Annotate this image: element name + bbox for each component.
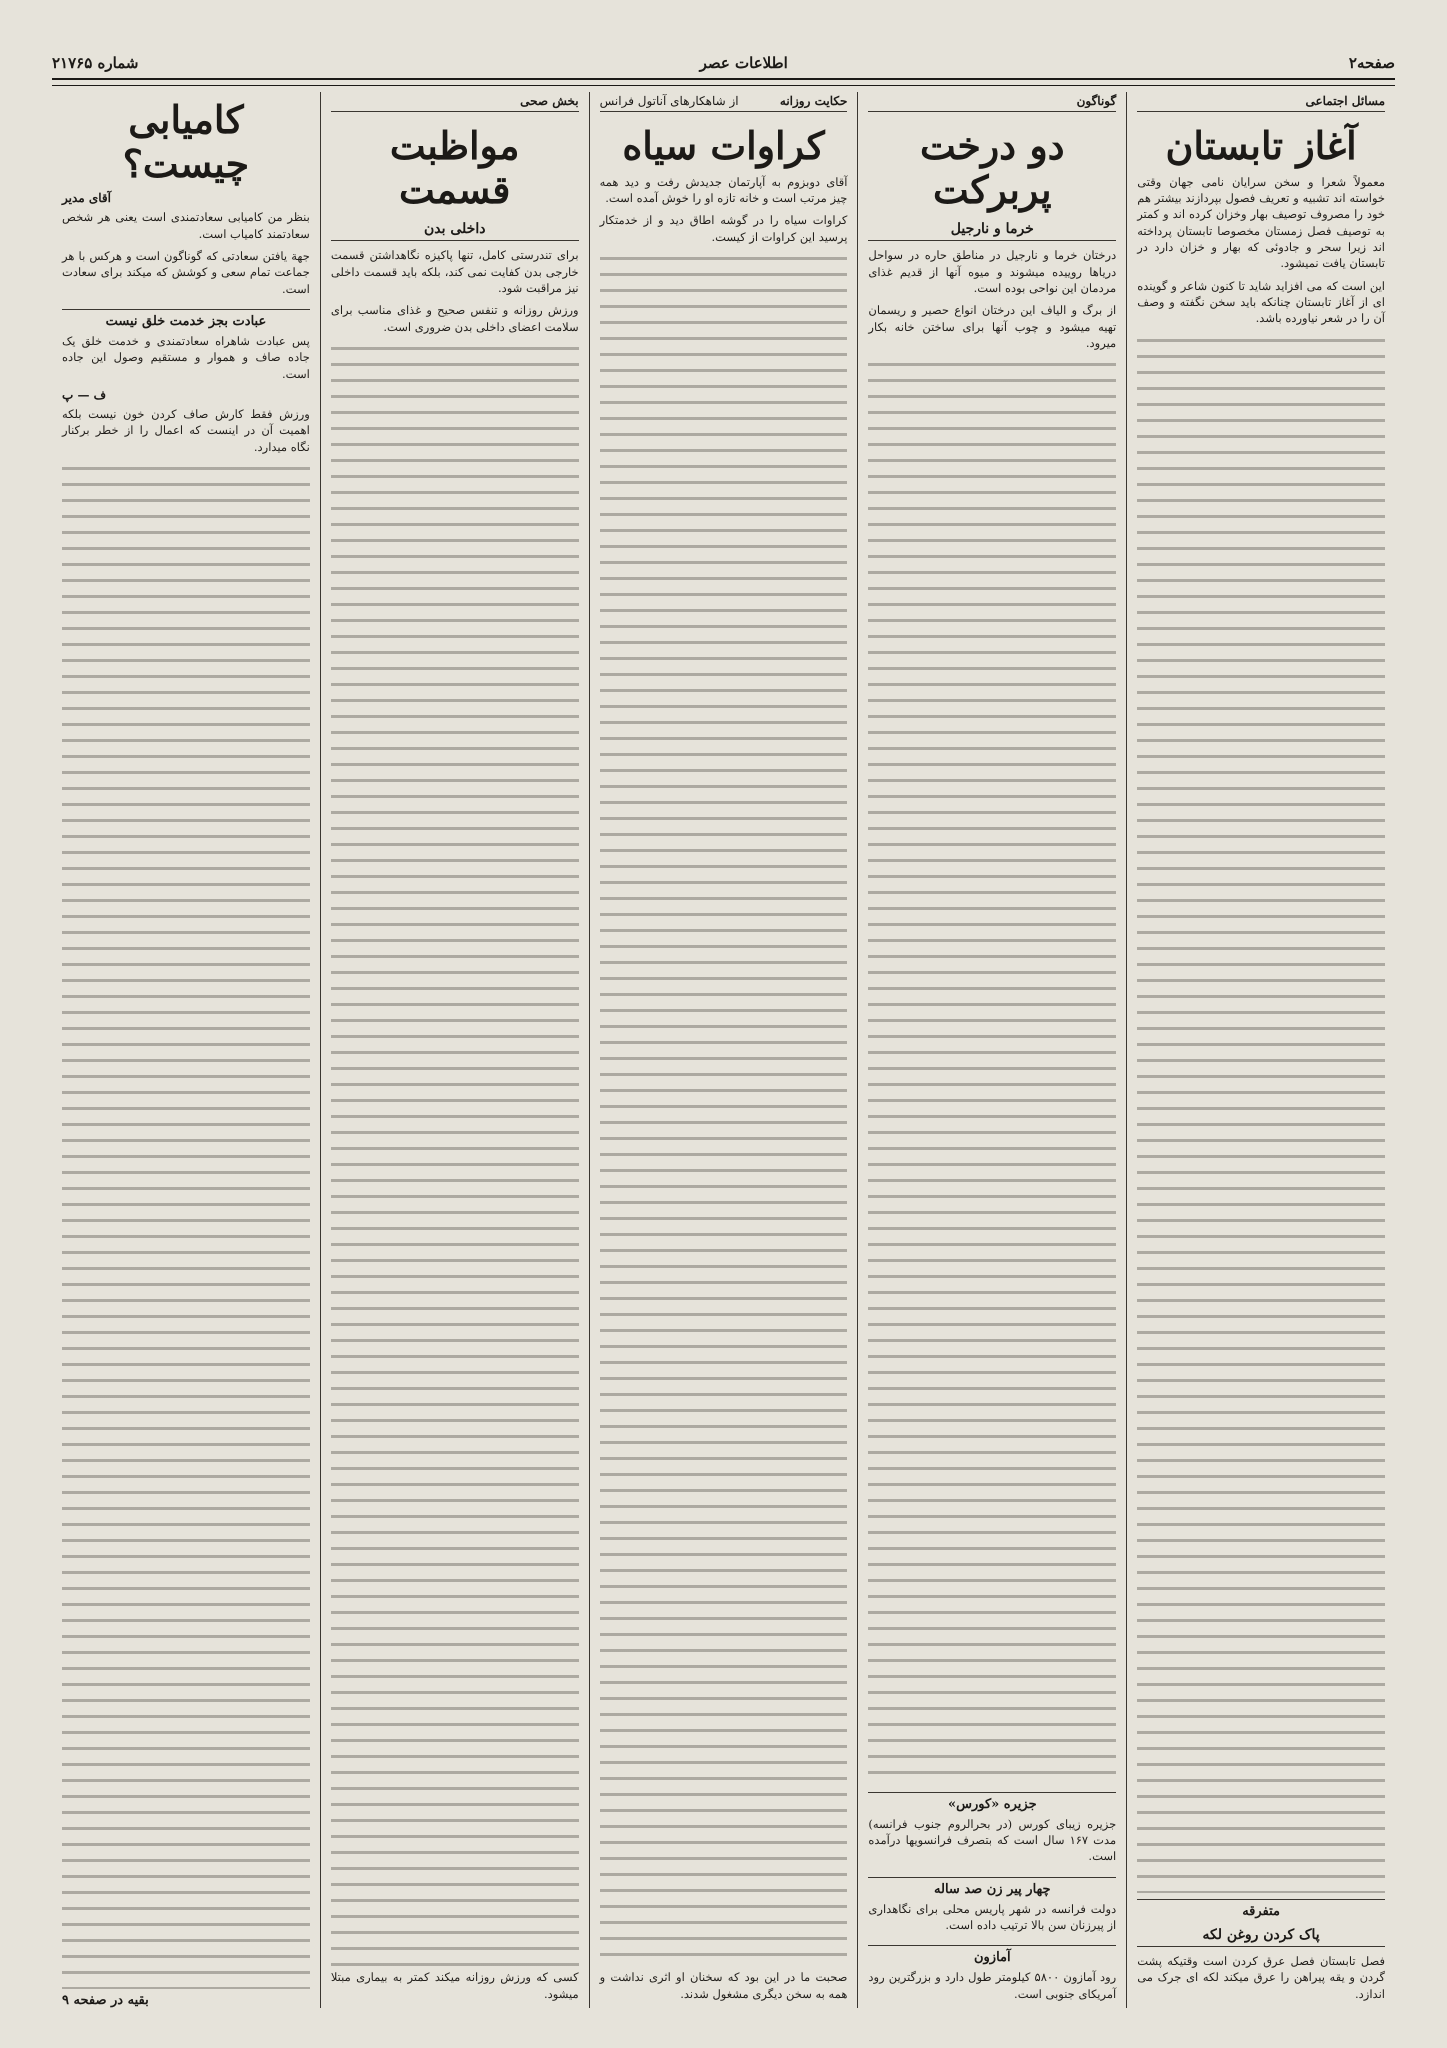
column-social xyxy=(1126,92,1395,2008)
article-body: از برگ و الیاف این درختان انواع حصیر و ریسمان تهیه میشود و چوب آنها برای ساختن خانه بکار میرود. xyxy=(868,303,1117,351)
article-body: برای تندرستی کامل، تنها پاکیزه نگاهداشتن قسمت خارجی بدن کفایت نمی کند، بلکه باید قسمت داخلی نیز مراقبت شود. xyxy=(330,248,579,296)
article-headline: کراوات سیاه xyxy=(622,123,825,168)
page-header xyxy=(52,48,1395,78)
column-tag-row xyxy=(1137,92,1385,112)
column-various xyxy=(857,92,1126,2008)
column-tag-row xyxy=(331,92,579,112)
article-headline: آغاز تابستان xyxy=(1165,123,1357,168)
article-byline: آقای مدیر xyxy=(62,191,111,206)
article-body: جهة یافتن سعادتی که گوناگون است و هرکس با هر جماعت تمام سعی و کوشش که میکند برای سعادت است. xyxy=(62,249,310,296)
column-tag-row xyxy=(600,92,848,112)
section-tag: بخش صحی xyxy=(520,94,579,108)
article-body: کسی که ورزش روزانه میکند کمتر به بیماری مبتلا میشود. xyxy=(330,1970,579,2001)
article-text-block xyxy=(868,357,1116,1785)
paper-name: اطلاعات عصر xyxy=(699,54,788,72)
article-subhead: داخلی بدن xyxy=(331,221,579,241)
article-body: معمولاً شعرا و سخن سرایان نامی جهان وقتی خواسته اند تشبیه و تعریف فصول بپردازند بیشتر هم خود را مصروف توصیف بهار وخزان کرده اند و کمتر به توصیف فصل زمستان مخصوصا تابستان پرداخته اند زیرا سحر و جادوئی که بهار و خزان دارد در تابستان یافت نمیشود. xyxy=(1137,174,1385,271)
columns xyxy=(52,92,1395,2008)
issue-number: شماره ۲۱۷۶۵ xyxy=(52,54,139,72)
article-body: جزیره زیبای کورس (در بحرالروم جنوب فرانسه) مدت ۱۶۷ سال است که بتصرف فرانسویها درآمده است. xyxy=(868,1816,1117,1864)
header-rule xyxy=(52,78,1395,80)
column-success xyxy=(52,92,320,2008)
article-headline: دو درخت پربرکت xyxy=(920,123,1065,212)
article-body: کراوات سیاه را در گوشه اطاق دید و از خدمتکار پرسید این کراوات از کیست. xyxy=(599,213,848,244)
article-body: درختان خرما و نارجیل در مناطق حاره در سواحل دریاها روییده میشوند و میوه آنها از قدیم غذای مردمان این نواحی بوده است. xyxy=(868,248,1117,296)
section-tag-secondary: از شاهکارهای آناتول فرانس xyxy=(599,94,739,108)
article-signature: ف — پ xyxy=(62,388,107,402)
article-body: رود آمازون ۵۸۰۰ کیلومتر طول دارد و بزرگترین رود آمریکای جنوبی است. xyxy=(868,1970,1117,2001)
article-headline: کامیابی چیست؟ xyxy=(122,97,250,186)
article-text-block xyxy=(62,461,310,1989)
misc-article-title: پاک کردن روغن لکه xyxy=(1137,1927,1385,1947)
article-subtitle: چهار پیر زن صد ساله xyxy=(868,1877,1116,1897)
article-body: بنظر من کامیابی سعادتمندی است یعنی هر شخص سعادتمند کامیاب است. xyxy=(62,210,310,241)
article-body: صحبت ما در این بود که سخنان او اثری نداشت و همه به سخن دیگری مشغول شدند. xyxy=(599,1970,848,2001)
article-text-block xyxy=(600,251,848,1969)
article-headline: مواظبت قسمت xyxy=(389,123,520,212)
article-subhead: خرما و نارجیل xyxy=(868,221,1116,241)
header-rule-thin xyxy=(52,85,1395,86)
article-subtitle: جزیره «کورس» xyxy=(868,1792,1116,1812)
section-tag: گوناگون xyxy=(1076,94,1117,108)
column-story xyxy=(589,92,858,2008)
article-body: آقای دوبزوم به آپارتمان جدیدش رفت و دید همه چیز مرتب است و خانه تازه او را خوش آمده است. xyxy=(599,174,848,206)
article-text-block xyxy=(331,341,579,1969)
article-body: پس عبادت شاهراه سعادتمندی و خدمت خلق یک جاده صاف و هموار و مستقیم وصول این جاده است. xyxy=(62,334,310,381)
section-tag: مسائل اجتماعی xyxy=(1305,94,1385,108)
article-subtitle: عبادت بجز خدمت خلق نیست xyxy=(62,309,310,329)
article-body: این است که می افزاید شاید تا کنون شاعر و گوینده ای از آغاز تابستان چنانکه باید سخن نگفته و وصف آن را در شعر نیاورده باشد. xyxy=(1137,278,1385,326)
misc-article-body: فصل تابستان فصل عرق کردن است وقتیکه پشت گردن و یقه پیراهن را عرق میکند لکه ای جرک می اندازد. xyxy=(1137,1954,1385,2001)
article-subtitle: آمازون xyxy=(868,1945,1116,1965)
column-tag-row xyxy=(868,92,1116,112)
article-text-block xyxy=(1137,333,1385,1893)
article-body: ورزش روزانه و تنفس صحیح و غذای مناسب برای سلامت اعضای داخلی بدن ضروری است. xyxy=(330,303,579,334)
section-tag: حکایت روزانه xyxy=(779,94,848,108)
page-label: صفحه۲ xyxy=(1348,54,1395,72)
article-body: ورزش فقط کارش صاف کردن خون نیست بلکه اهمیت آن در اینست که اعمال را از خطر برکنار نگاه میدارد. xyxy=(62,407,310,454)
misc-section-title: متفرقه xyxy=(1137,1899,1385,1919)
article-body: دولت فرانسه در شهر پاریس محلی برای نگاهداری از پیرزنان سن بالا ترتیب داده است. xyxy=(868,1901,1117,1933)
continued-on-page: بقیه در صفحه ۹ xyxy=(62,1993,149,2008)
column-health xyxy=(320,92,589,2008)
